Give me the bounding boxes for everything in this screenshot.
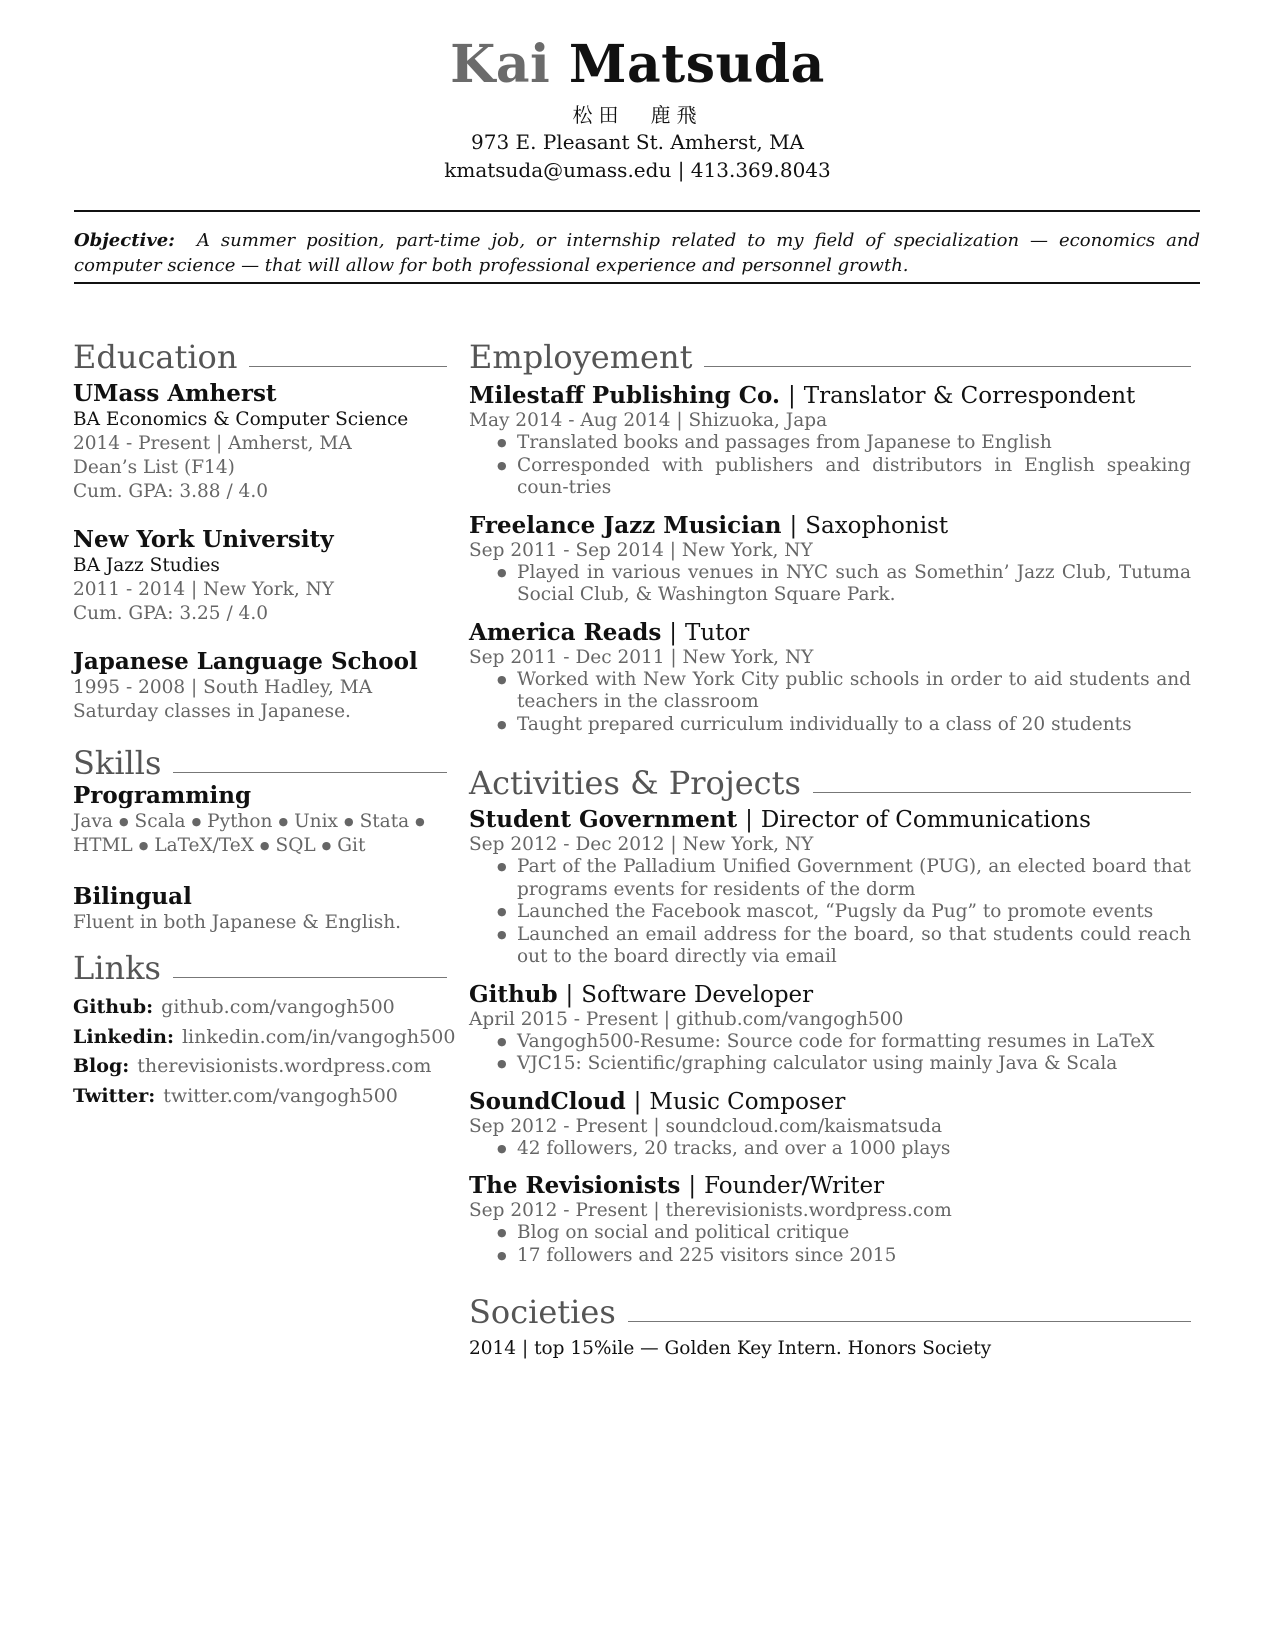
link-blog <box>73 1052 447 1082</box>
activity-role: Software Developer <box>581 981 814 1008</box>
section-rule <box>813 792 1191 793</box>
activity-meta: Sep 2012 - Present | therevisionists.wordpress.com <box>469 1200 952 1221</box>
education-item <box>73 380 447 504</box>
bullet: ● 42 followers, 20 tracks, and over a 1000 plays <box>497 1138 1191 1161</box>
section-title-education <box>73 338 447 376</box>
societies-title: Societies <box>469 1293 616 1331</box>
school-name: New York University <box>73 526 334 553</box>
section-rule <box>173 772 447 773</box>
employment-title: Employement <box>469 338 693 376</box>
first-name: Kai <box>450 34 551 95</box>
skill: Scala <box>134 811 186 832</box>
job-role: Translator & Correspondent <box>803 383 1136 409</box>
link-label: Blog: <box>73 1055 130 1077</box>
phone[interactable]: 413.369.8043 <box>690 158 831 182</box>
section-title-activities <box>469 764 1191 802</box>
skills-title: Skills <box>73 744 162 782</box>
skill: Git <box>337 835 366 856</box>
bullet: ● Corresponded with publishers and distributors in English speaking coun-tries <box>497 455 1191 500</box>
job-meta: May 2014 - Aug 2014 | Shizuoka, Japa <box>469 410 828 431</box>
dates-location: 2011 - 2014 | New York, NY <box>73 579 334 600</box>
bullet: ● 17 followers and 225 visitors since 2015 <box>497 1245 1191 1268</box>
education-title: Education <box>73 338 238 376</box>
dates-location: 2014 - Present | Amherst, MA <box>73 433 352 454</box>
activity-role: Founder/Writer <box>704 1173 885 1199</box>
link-url[interactable]: twitter.com/vangogh500 <box>163 1084 398 1107</box>
section-title-links <box>73 949 447 987</box>
activity-entry: Student Government | Director of Communications Sep 2012 - Dec 2012 | New York, NY ● Part of the Palladium Unified Government (PUG), an elected board that programs events for residents of the dorm ● Launched the Facebook mascot, “Pugsly da Pug” to promote events ● Launched an email address for the board, so that students could reach out to the board directly via email <box>469 806 1191 969</box>
section-rule <box>249 366 447 367</box>
skill: SQL <box>275 835 316 856</box>
activity-entry: SoundCloud | Music Composer Sep 2012 - Present | soundcloud.com/kaismatsuda ● 42 followers, 20 tracks, and over a 1000 plays <box>469 1088 1191 1161</box>
section-rule <box>628 1321 1191 1322</box>
link-twitter <box>73 1082 447 1112</box>
bullet: ● Blog on social and political critique <box>497 1222 1191 1245</box>
skill: Java <box>73 811 113 832</box>
skill: Unix <box>294 811 338 832</box>
contact-separator: | <box>677 158 685 182</box>
job-org: Freelance Jazz Musician <box>469 511 782 539</box>
contact-line <box>0 156 1275 184</box>
note: Saturday classes in Japanese. <box>73 701 351 722</box>
skill: Stata <box>359 811 410 832</box>
objective-text: A summer position, part-time job, or internship related to my field of specialization — economics and computer science — that will allow for both professional experience and personnel growth. <box>74 230 1200 276</box>
activity-org: The Revisionists <box>469 1172 681 1199</box>
activity-role: Music Composer <box>649 1088 846 1115</box>
programming-row-1: Java ● Scala ● Python ● Unix ● Stata ● <box>73 811 425 832</box>
degree: BA Economics & Computer Science <box>73 409 409 430</box>
skill: HTML <box>73 835 133 856</box>
section-rule <box>704 366 1191 367</box>
link-label: Linkedin: <box>73 1025 174 1048</box>
bullet: ● Worked with New York City public schools in order to aid students and teachers in the classroom <box>497 669 1191 714</box>
job-role: Saxophonist <box>805 512 949 539</box>
email[interactable]: kmatsuda@umass.edu <box>444 158 672 182</box>
gpa: Cum. GPA: 3.25 / 4.0 <box>73 603 268 624</box>
divider-bottom <box>74 282 1200 284</box>
job-entry: America Reads | Tutor Sep 2011 - Dec 2011 | New York, NY ● Worked with New York City public schools in order to aid students and teachers in the classroom ● Taught prepared curriculum individually to a class of 20 students <box>469 619 1191 737</box>
address: 973 E. Pleasant St. Amherst, MA <box>471 130 804 154</box>
link-label: Github: <box>73 996 154 1018</box>
activities-title: Activities & Projects <box>469 764 801 802</box>
job-meta: Sep 2011 - Dec 2011 | New York, NY <box>469 646 814 668</box>
right-column <box>469 338 1191 1361</box>
skill-heading-programming: Programming <box>73 782 252 809</box>
link-github <box>73 993 447 1023</box>
education-item <box>73 526 447 626</box>
link-url[interactable]: linkedin.com/in/vangogh500 <box>181 1025 456 1048</box>
section-rule <box>173 977 447 978</box>
skill-heading-bilingual: Bilingual <box>73 883 192 910</box>
school-name: Japanese Language School <box>73 648 418 675</box>
bullet: ● Launched the Facebook mascot, “Pugsly da Pug” to promote events <box>497 901 1191 924</box>
dates-location: 1995 - 2008 | South Hadley, MA <box>73 677 373 698</box>
job-role: Tutor <box>685 619 750 646</box>
skill: LaTeX/TeX <box>154 835 254 856</box>
last-name: Matsuda <box>568 34 825 95</box>
bullet: ● Part of the Palladium Unified Government (PUG), an elected board that programs events for residents of the dorm <box>497 856 1191 901</box>
links-title: Links <box>73 949 161 987</box>
activity-entry: The Revisionists | Founder/Writer Sep 2012 - Present | therevisionists.wordpress.com ● Blog on social and political critique ● 17 followers and 225 visitors since 2015 <box>469 1172 1191 1267</box>
resume-header <box>0 30 1275 184</box>
bullet: ● Vangogh500-Resume: Source code for formatting resumes in LaTeX <box>497 1031 1191 1054</box>
bullet: ● VJC15: Scientific/graphing calculator using mainly Java & Scala <box>497 1053 1191 1076</box>
society-entry: 2014 | top 15%ile — Golden Key Intern. Honors Society <box>469 1338 992 1359</box>
objective-label: Objective: <box>74 230 175 251</box>
gpa: Cum. GPA: 3.88 / 4.0 <box>73 481 268 502</box>
programming-row-2: HTML ● LaTeX/TeX ● SQL ● Git <box>73 835 366 856</box>
left-column <box>73 338 456 1111</box>
job-org: America Reads <box>469 618 662 646</box>
skill: Python <box>207 811 273 832</box>
link-url[interactable]: github.com/vangogh500 <box>161 996 395 1018</box>
kanji-name: 松田 鹿飛 <box>572 103 703 127</box>
job-entry: Milestaff Publishing Co. | Translator & Correspondent May 2014 - Aug 2014 | Shizuoka, Japa ● Translated books and passages from Japanese to English ● Corresponded with publishers and distributors in English speaking coun-tries <box>469 382 1191 500</box>
activity-meta: Sep 2012 - Present | soundcloud.com/kaismatsuda <box>469 1115 943 1137</box>
school-name: UMass Amherst <box>73 380 277 407</box>
bullet: ● Played in various venues in NYC such as Somethin’ Jazz Club, Tutuma Social Club, & Washington Square Park. <box>497 562 1191 607</box>
bilingual-text: Fluent in both Japanese & English. <box>73 912 402 933</box>
job-org: Milestaff Publishing Co. <box>469 382 780 409</box>
activity-entry: Github | Software Developer April 2015 - Present | github.com/vangogh500 ● Vangogh500-Resume: Source code for formatting resumes in LaTeX ● VJC15: Scientific/graphing calculator using mainly Java & Scala <box>469 981 1191 1076</box>
activity-org: Student Government <box>469 806 738 833</box>
section-title-employment <box>469 338 1191 376</box>
activity-org: Github <box>469 980 558 1008</box>
bullet: ● Taught prepared curriculum individually to a class of 20 students <box>497 714 1191 737</box>
job-meta: Sep 2011 - Sep 2014 | New York, NY <box>469 539 813 561</box>
link-label: Twitter: <box>73 1084 156 1107</box>
bullet: ● Translated books and passages from Japanese to English <box>497 432 1191 455</box>
activity-org: SoundCloud <box>469 1087 626 1115</box>
activity-meta: April 2015 - Present | github.com/vangogh500 <box>469 1008 904 1030</box>
bullet: ● Launched an email address for the board, so that students could reach out to the board directly via email <box>497 924 1191 969</box>
degree: BA Jazz Studies <box>73 555 220 576</box>
divider-top <box>74 210 1200 212</box>
link-url[interactable]: therevisionists.wordpress.com <box>137 1055 432 1077</box>
section-title-societies <box>469 1293 1191 1331</box>
link-linkedin <box>73 1023 456 1053</box>
candidate-name <box>0 30 1275 100</box>
education-item <box>73 648 447 724</box>
objective <box>74 228 1200 278</box>
job-entry: Freelance Jazz Musician | Saxophonist Sep 2011 - Sep 2014 | New York, NY ● Played in various venues in NYC such as Somethin’ Jazz Club, Tutuma Social Club, & Washington Square Park. <box>469 512 1191 607</box>
section-title-skills <box>73 744 447 782</box>
activity-role: Director of Communications <box>760 807 1091 833</box>
activity-meta: Sep 2012 - Dec 2012 | New York, NY <box>469 834 814 855</box>
honor: Dean’s List (F14) <box>73 457 235 478</box>
